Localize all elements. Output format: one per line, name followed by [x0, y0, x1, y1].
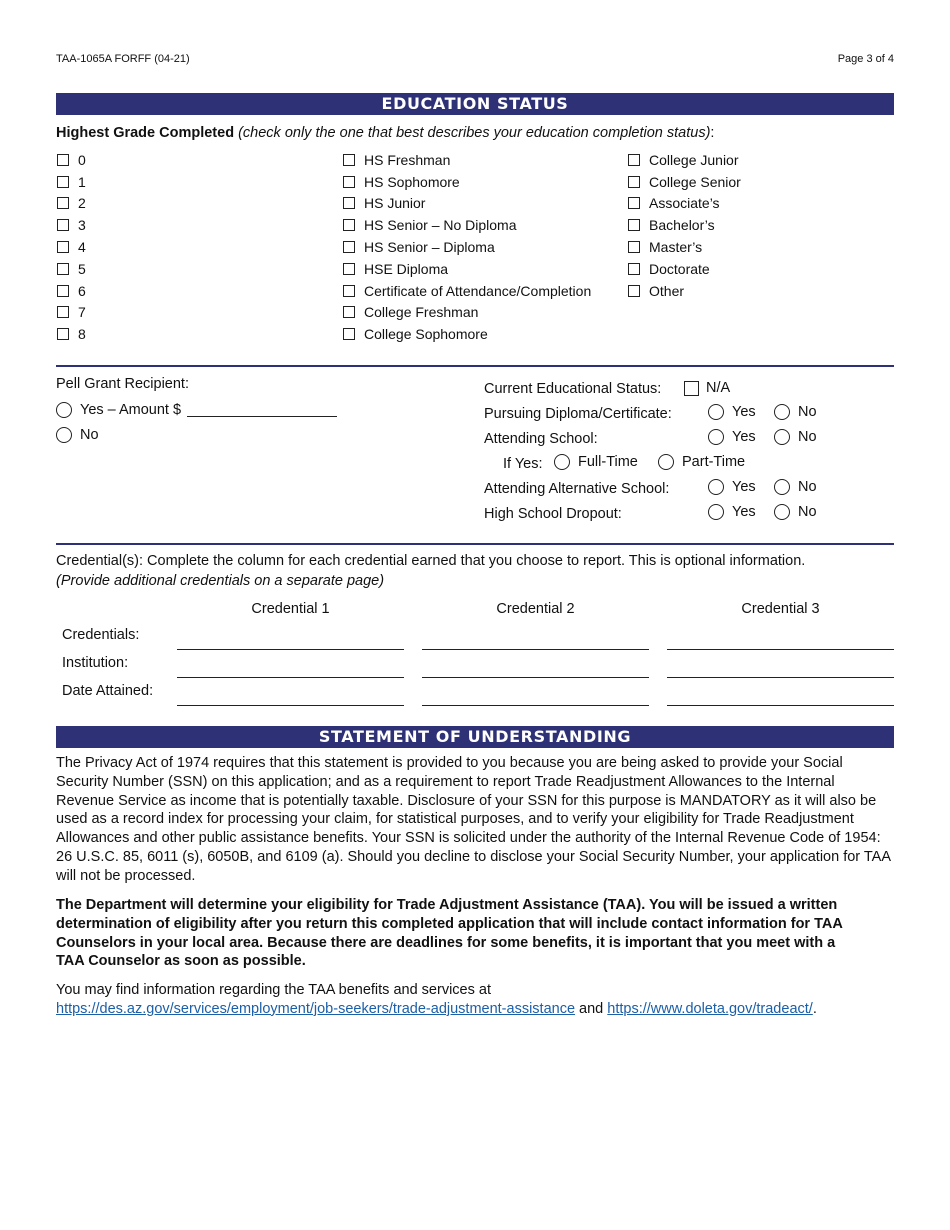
grade-option — [57, 214, 86, 236]
credential-3-credentials-field[interactable] — [667, 649, 894, 650]
grade-checkbox[interactable] — [628, 241, 640, 253]
highest-grade-prompt — [56, 125, 714, 141]
grade-checkbox[interactable] — [628, 176, 640, 188]
grade-label: Other — [649, 282, 685, 299]
pursuing-yes-radio[interactable] — [708, 404, 724, 420]
grade-label: 7 — [78, 304, 86, 321]
grade-label: Associate’s — [649, 195, 720, 212]
dropout-no-radio[interactable] — [774, 504, 790, 520]
full-time-radio[interactable] — [554, 454, 570, 470]
grade-option — [628, 193, 741, 215]
attending-no-option — [774, 429, 817, 445]
section-divider — [56, 543, 894, 545]
attending-label: Attending School: — [484, 431, 598, 447]
grade-checkbox[interactable] — [343, 154, 355, 166]
grade-label: HSE Diploma — [364, 260, 449, 277]
pell-no-radio[interactable] — [56, 427, 72, 443]
alternative-yes-label: Yes — [732, 479, 756, 495]
grade-label: 6 — [78, 282, 86, 299]
section-divider — [56, 365, 894, 367]
status-na-label: N/A — [706, 380, 731, 396]
credential-2-date-field[interactable] — [422, 705, 649, 706]
full-time-label: Full-Time — [578, 454, 638, 470]
grade-label: 4 — [78, 239, 86, 256]
grade-checkbox[interactable] — [57, 154, 69, 166]
grade-option — [57, 258, 86, 280]
pell-no-label: No — [80, 427, 99, 443]
period: . — [812, 1000, 817, 1017]
grade-option — [343, 258, 591, 280]
status-na-checkbox[interactable] — [684, 381, 699, 396]
grade-label: College Junior — [649, 151, 739, 168]
grade-checkbox[interactable] — [57, 241, 69, 253]
grade-option — [343, 171, 591, 193]
grade-label: Bachelor’s — [649, 217, 715, 234]
grade-option — [628, 236, 741, 258]
grade-label: College Freshman — [364, 304, 479, 321]
grade-label: 8 — [78, 326, 86, 343]
alternative-no-radio[interactable] — [774, 479, 790, 495]
and-text: and — [579, 1000, 604, 1017]
grade-option — [628, 171, 741, 193]
grade-option — [57, 149, 86, 171]
credential-1-header: Credential 1 — [251, 601, 330, 617]
grade-label: 5 — [78, 260, 86, 277]
grade-label: HS Freshman — [364, 151, 451, 168]
institution-row-label: Institution: — [62, 655, 129, 671]
pell-grant-label: Pell Grant Recipient: — [56, 376, 189, 392]
grade-option — [57, 171, 86, 193]
attending-yes-radio[interactable] — [708, 429, 724, 445]
status-na-option — [684, 380, 730, 396]
credentials-intro — [56, 552, 894, 591]
statement-banner: STATEMENT OF UNDERSTANDING — [56, 726, 894, 748]
attending-yes-label: Yes — [732, 429, 756, 445]
grade-label: 3 — [78, 217, 86, 234]
dropout-no-label: No — [798, 504, 817, 520]
info-paragraph — [56, 981, 894, 1019]
grade-label: Certificate of Attendance/Completion — [364, 282, 592, 299]
if-yes-label: If Yes: — [503, 456, 543, 472]
grade-checkbox[interactable] — [628, 219, 640, 231]
pursuing-yes-option — [708, 404, 756, 420]
pell-amount-field[interactable] — [187, 403, 337, 417]
credential-2-header: Credential 2 — [496, 601, 575, 617]
dropout-yes-option — [708, 504, 756, 520]
part-time-radio[interactable] — [658, 454, 674, 470]
info-prefix: You may find information regarding the TAA benefits and services at — [56, 982, 491, 998]
grade-checkbox[interactable] — [343, 328, 355, 340]
grade-option — [628, 149, 741, 171]
pell-no-row — [56, 427, 99, 443]
grade-checkbox[interactable] — [57, 263, 69, 275]
grade-option — [343, 236, 591, 258]
alternative-school-label: Attending Alternative School: — [484, 481, 670, 497]
credential-3-header: Credential 3 — [741, 601, 820, 617]
grade-option — [343, 149, 591, 171]
grade-label: HS Sophomore — [364, 173, 460, 190]
attending-no-radio[interactable] — [774, 429, 790, 445]
grade-option — [57, 323, 86, 345]
alternative-no-option — [774, 479, 817, 495]
grade-checkbox[interactable] — [343, 306, 355, 318]
credential-1-date-field[interactable] — [177, 705, 404, 706]
grade-label: Master’s — [649, 239, 703, 256]
alternative-yes-option — [708, 479, 756, 495]
grade-option — [57, 302, 86, 324]
pursuing-yes-label: Yes — [732, 404, 756, 420]
grade-option — [343, 323, 591, 345]
education-status-banner: EDUCATION STATUS — [56, 93, 894, 115]
dropout-yes-radio[interactable] — [708, 504, 724, 520]
pursuing-no-option — [774, 404, 817, 420]
grade-label: HS Senior – Diploma — [364, 239, 495, 256]
grade-checkbox[interactable] — [343, 241, 355, 253]
grade-column-1 — [57, 149, 86, 345]
full-time-option — [554, 454, 638, 470]
grade-checkbox[interactable] — [628, 154, 640, 166]
date-attained-row-label: Date Attained: — [62, 683, 154, 699]
grade-checkbox[interactable] — [57, 306, 69, 318]
pursuing-label: Pursuing Diploma/Certificate: — [484, 406, 672, 422]
grade-checkbox[interactable] — [628, 285, 640, 297]
credentials-intro-text: Credential(s): Complete the column for each credential earned that you choose to report. This is optional information. — [56, 553, 806, 569]
grade-option — [628, 258, 741, 280]
form-id: TAA-1065A FORFF (04-21) — [56, 53, 190, 65]
grade-option — [628, 280, 741, 302]
pursuing-no-radio[interactable] — [774, 404, 790, 420]
credential-3-institution-field[interactable] — [667, 677, 894, 678]
grade-option — [343, 214, 591, 236]
grade-column-2 — [343, 149, 591, 345]
grade-label: HS Junior — [364, 195, 426, 212]
dropout-label: High School Dropout: — [484, 506, 622, 522]
grade-option — [343, 302, 591, 324]
credentials-row-label: Credentials: — [62, 627, 140, 643]
grade-label: College Senior — [649, 173, 741, 190]
grade-checkbox[interactable] — [343, 219, 355, 231]
doleta-link[interactable]: https://www.doleta.gov/tradeact/ — [607, 1000, 813, 1017]
grade-checkbox[interactable] — [57, 197, 69, 209]
pell-yes-radio[interactable] — [56, 402, 72, 418]
grade-checkbox[interactable] — [343, 176, 355, 188]
credentials-note: (Provide additional credentials on a separate page) — [56, 572, 385, 589]
grade-label: Doctorate — [649, 260, 710, 277]
grade-checkbox[interactable] — [57, 285, 69, 297]
grade-checkbox[interactable] — [343, 285, 355, 297]
dropout-no-option — [774, 504, 817, 520]
pursuing-no-label: No — [798, 404, 817, 420]
grade-checkbox[interactable] — [57, 219, 69, 231]
grade-option — [57, 193, 86, 215]
grade-option — [628, 214, 741, 236]
credential-2-credentials-field[interactable] — [422, 649, 649, 650]
alternative-yes-radio[interactable] — [708, 479, 724, 495]
alternative-no-label: No — [798, 479, 817, 495]
credential-1-institution-field[interactable] — [177, 677, 404, 678]
grade-checkbox[interactable] — [57, 328, 69, 340]
determination-statement: The Department will determine your eligibility for Trade Adjustment Assistance (TAA). You will be issued a written determination of eligibility after you return this completed application that will include contact information for TAA Counselors in your local area. Because there are deadlines for some benefits, it is important that you meet with a TAA Counselor as soon as possible. — [56, 897, 843, 970]
attending-yes-option — [708, 429, 756, 445]
highest-grade-prompt-end: : — [710, 125, 715, 141]
grade-checkbox[interactable] — [343, 197, 355, 209]
grade-checkbox[interactable] — [57, 176, 69, 188]
grade-option — [343, 193, 591, 215]
grade-label: HS Senior – No Diploma — [364, 217, 517, 234]
dropout-yes-label: Yes — [732, 504, 756, 520]
attending-no-label: No — [798, 429, 817, 445]
privacy-statement: The Privacy Act of 1974 requires that this statement is provided to you because you are being asked to provide your Social Security Number (SSN) on this application; and as a requirement to report Trade Readjustment Allowances to the Internal Revenue Service as income that is potentially taxable. Disclosure of your SSN for this purpose is MANDATORY as it will also be used as a record index for processing your claim, for statistical purposes, and to verify your eligibility for Trade Readjustment Allowances and other public assistance benefits. Your SSN is solicited under the authority of the Internal Revenue Code of 1954: 26 U.S.C. 85, 6011 (s), 6050B, and 6109 (a). Should you decline to disclose your Social Security Number, your application for TAA will not be processed. — [56, 755, 891, 884]
grade-option — [343, 280, 591, 302]
credential-3-date-field[interactable] — [667, 705, 894, 706]
page-number: Page 3 of 4 — [837, 53, 894, 65]
grade-column-3 — [628, 149, 741, 302]
grade-label: College Sophomore — [364, 326, 488, 343]
credential-1-credentials-field[interactable] — [177, 649, 404, 650]
des-az-link[interactable]: https://des.az.gov/services/employment/job-seekers/trade-adjustment-assistance — [56, 1000, 576, 1017]
grade-checkbox[interactable] — [343, 263, 355, 275]
highest-grade-prompt-bold: Highest Grade Completed — [56, 125, 235, 141]
credential-2-institution-field[interactable] — [422, 677, 649, 678]
pell-yes-label: Yes – Amount $ — [80, 402, 182, 418]
grade-option — [57, 236, 86, 258]
grade-label: 1 — [78, 173, 86, 190]
grade-checkbox[interactable] — [628, 263, 640, 275]
part-time-option — [658, 454, 745, 470]
grade-checkbox[interactable] — [628, 197, 640, 209]
current-status-label: Current Educational Status: — [484, 381, 662, 397]
grade-option — [57, 280, 86, 302]
pell-yes-row — [56, 402, 337, 418]
grade-label: 0 — [78, 151, 86, 168]
highest-grade-prompt-italic: (check only the one that best describes your education completion status) — [238, 125, 711, 141]
part-time-label: Part-Time — [682, 454, 746, 470]
grade-label: 2 — [78, 195, 86, 212]
